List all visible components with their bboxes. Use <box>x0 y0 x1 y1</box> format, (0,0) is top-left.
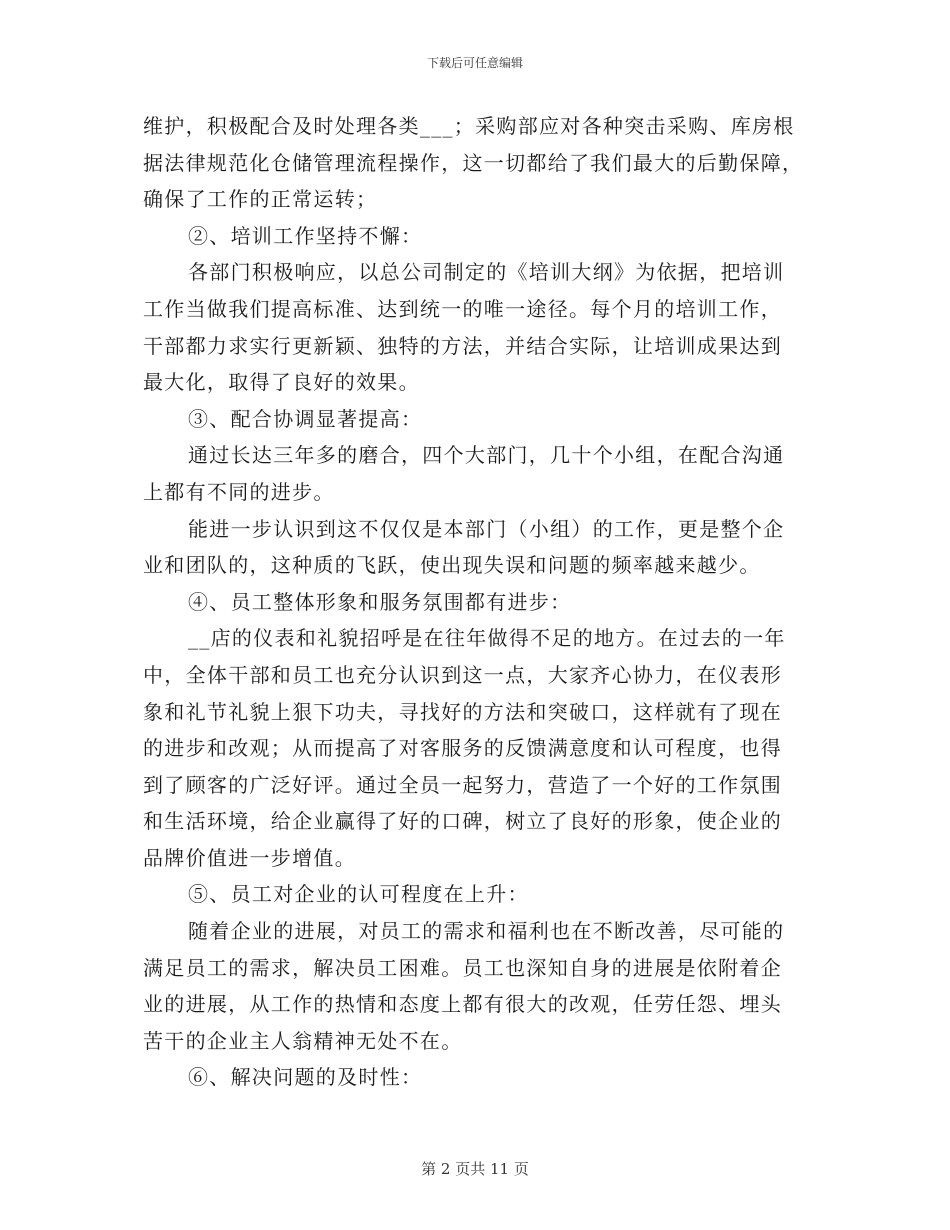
text-line: 和生活环境，给企业赢得了好的口碑，树立了良好的形象，使企业的 <box>143 809 782 834</box>
section-heading: ④、员工整体形象和服务氛围都有进步： <box>188 589 572 614</box>
paragraph-start: __店的仪表和礼貌招呼是在往年做得不足的地方。在过去的一年 <box>188 626 786 651</box>
text-line: 中，全体干部和员工也充分认识到这一点，大家齐心协力，在仪表形 <box>143 662 782 687</box>
document-body <box>143 108 807 1096</box>
section-heading: ⑥、解决问题的及时性： <box>188 1065 423 1090</box>
text-line: 确保了工作的正常运转； <box>143 187 378 212</box>
paragraph-start: 随着企业的进展，对员工的需求和福利也在不断改善，尽可能的 <box>188 919 785 944</box>
text-line: 最大化，取得了良好的效果。 <box>143 370 420 395</box>
text-line: 的进步和改观；从而提高了对客服务的反馈满意度和认可程度，也得 <box>143 736 782 761</box>
paragraph-start: 能进一步认识到这不仅仅是本部门（小组）的工作，更是整个企 <box>188 516 785 541</box>
section-heading: ②、培训工作坚持不懈： <box>188 223 423 248</box>
text-line: 维护，积极配合及时处理各类___；采购部应对各种突击采购、库房根 <box>143 114 795 138</box>
text-line: 苦干的企业主人翁精神无处不在。 <box>143 1028 463 1053</box>
text-line: 干部都力求实行更新颖、独特的方法，并结合实际，让培训成果达到 <box>143 333 782 358</box>
text-line: 业的进展，从工作的热情和态度上都有很大的改观，任劳任怨、埋头 <box>143 992 782 1017</box>
text-line: 象和礼节礼貌上狠下功夫，寻找好的方法和突破口，这样就有了现在 <box>143 699 782 724</box>
text-line: 据法律规范化仓储管理流程操作，这一切都给了我们最大的后勤保障， <box>143 150 804 175</box>
text-line: 满足员工的需求，解决员工困难。员工也深知自身的进展是依附着企 <box>143 955 782 980</box>
text-line: 到了顾客的广泛好评。通过全员一起努力，营造了一个好的工作氛围 <box>143 772 782 797</box>
section-heading: ③、配合协调显著提高： <box>188 406 423 431</box>
page-footer: 第 2 页共 11 页 <box>421 1160 529 1178</box>
page-header: 下载后可任意编辑 <box>426 56 523 70</box>
paragraph-start: 各部门积极响应，以总公司制定的《培训大纲》为依据，把培训 <box>188 260 785 285</box>
text-line: 品牌价值进一步增值。 <box>143 845 356 870</box>
text-line: 工作当做我们提高标准、达到统一的唯一途径。每个月的培训工作， <box>143 296 782 321</box>
text-line: 业和团队的，这种质的飞跃，使出现失误和问题的频率越来越少。 <box>143 553 761 578</box>
paragraph-start: 通过长达三年多的磨合，四个大部门，几十个小组，在配合沟通 <box>188 443 785 468</box>
text-line: 上都有不同的进步。 <box>143 479 335 504</box>
section-heading: ⑤、员工对企业的认可程度在上升： <box>188 882 529 907</box>
